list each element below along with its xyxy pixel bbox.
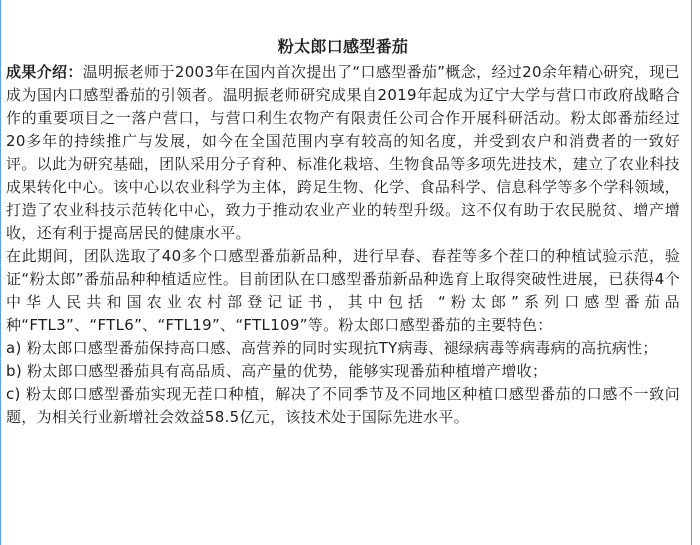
feature-item-c: c) 粉太郎口感型番茄实现无茬口种植，解决了不同季节及不同地区种植口感型番茄的口感不一致问题，为相关行业新增社会效益58.5亿元，该技术处于国际先进水平。: [6, 385, 680, 426]
intro-label: 成果介绍：: [6, 63, 83, 81]
feature-item-b: b) 粉太郎口感型番茄具有高品质、高产量的优势，能够实现番茄种植增产增收；: [6, 362, 548, 380]
page-title: 粉太郎口感型番茄: [277, 37, 409, 56]
feature-item-a: a) 粉太郎口感型番茄保持高口感、高营养的同时实现抗TY病毒、褪绿病毒等病毒病的高抗病性；: [6, 339, 658, 357]
intro-paragraph: [6, 61, 680, 245]
intro-text: 温明振老师于2003年在国内首次提出了“口感型番茄”概念，经过20余年精心研究，现已成为国内口感型番茄的引领者。温明振老师研究成果自2019年起成为辽宁大学与营口市政府战略合作的重要项目之一落户营口，与营口利生农物产有限责任公司合作开展科研活动。粉太郎番茄经过20多年的持续推广与发展，如今在全国范围内享有较高的知名度，并受到农户和消费者的一致好评。以此为研究基础，团队采用分子育种、标准化栽培、生物食品等多项先进技术，建立了农业科技成果转化中心。该中心以农业科学为主体，跨足生物、化学、食品科学、信息科学等多个学科领域，打造了农业科技示范转化中心，致力于推动农业产业的转型升级。这不仅有助于农民脱贫、增产增收，还有利于提高居民的健康水平。: [6, 63, 680, 242]
research-paragraph: 在此期间，团队选取了40多个口感型番茄新品种，进行早春、春茬等多个茬口的种植试验示范，验证“粉太郎”番茄品种种植适应性。目前团队在口感型番茄新品种选育上取得突破性进展，已获得4个中华人民共和国农业农村部登记证书，其中包括 “粉太郎”系列口感型番茄品种“FTL3”、“FTL6”、“FTL19”、“FTL109”等。粉太郎口感型番茄的主要特色：: [6, 247, 680, 334]
